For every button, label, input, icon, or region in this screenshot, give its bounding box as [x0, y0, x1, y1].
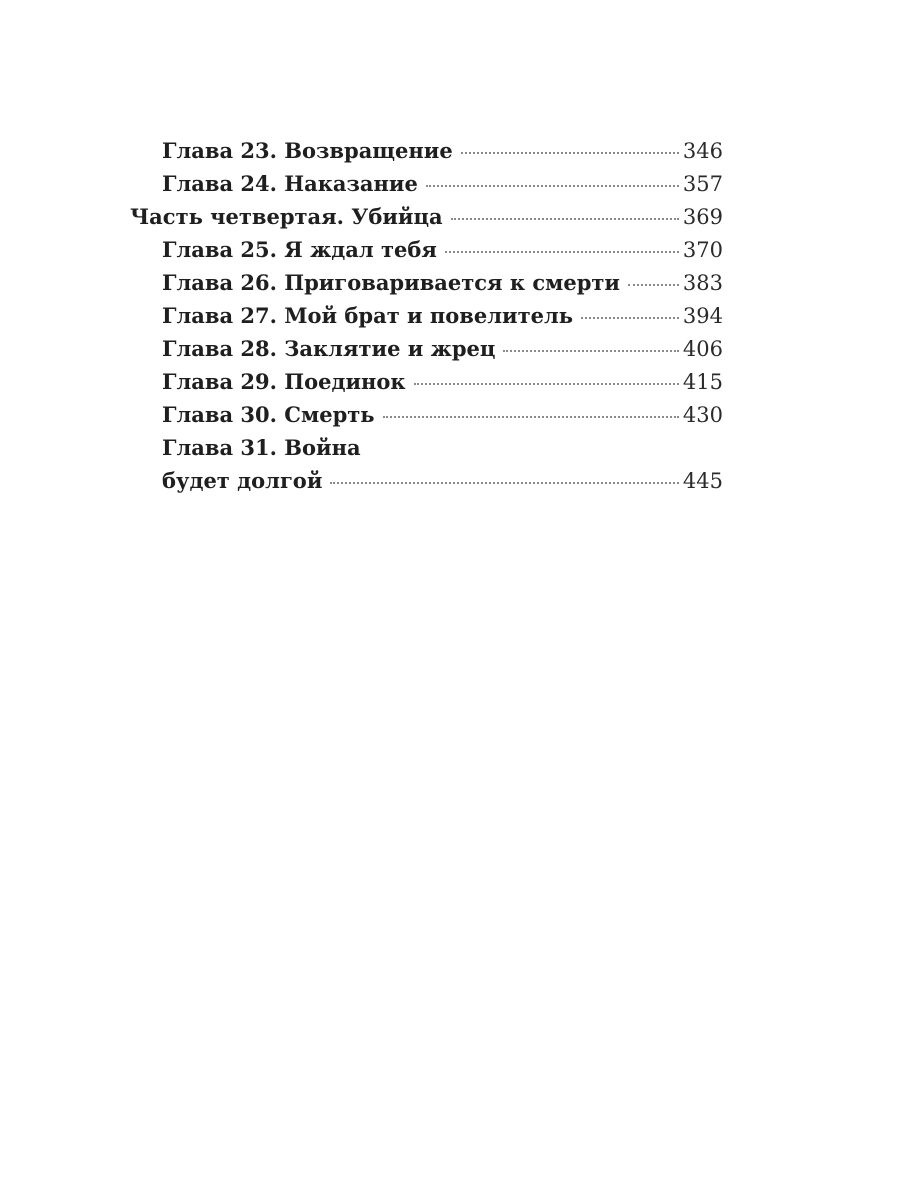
toc-entry-title: Глава 23. Возвращение — [162, 138, 453, 163]
toc-entry-page-number: 383 — [682, 271, 723, 295]
toc-entry-title: Глава 24. Наказание — [162, 171, 418, 196]
dot-leader — [383, 416, 679, 418]
toc-entry-page-number: 430 — [682, 403, 723, 427]
toc-entry-title: Глава 31. Война — [162, 435, 361, 460]
toc-entry-page-number: 415 — [682, 370, 723, 394]
toc-entry-part-4 — [130, 204, 723, 238]
dot-leader — [581, 317, 679, 319]
toc-entry-chapter-25 — [162, 237, 723, 271]
toc-entry-chapter-29 — [162, 369, 723, 403]
dot-leader — [451, 218, 679, 220]
toc-entry-title: Глава 28. Заклятие и жрец — [162, 336, 496, 361]
toc-entry-title: Глава 25. Я ждал тебя — [162, 237, 437, 262]
toc-entry-page-number: 406 — [682, 337, 723, 361]
toc-entry-title: Глава 29. Поединок — [162, 369, 406, 394]
toc-entry-chapter-24 — [162, 171, 723, 205]
dot-leader — [330, 482, 679, 484]
dot-leader — [445, 251, 679, 253]
toc-entry-chapter-30 — [162, 402, 723, 436]
toc-entry-page-number: 346 — [682, 139, 723, 163]
toc-entry-chapter-26 — [162, 270, 723, 304]
toc-entry-title: Часть четвертая. Убийца — [130, 204, 443, 229]
toc-entry-page-number: 394 — [682, 304, 723, 328]
toc-entry-page-number: 445 — [682, 469, 723, 493]
toc-entry-title-continuation: будет долгой — [162, 468, 323, 493]
toc-entry-chapter-23 — [162, 138, 723, 172]
toc-entry-page-number: 357 — [682, 172, 723, 196]
dot-leader — [414, 383, 679, 385]
toc-entry-title: Глава 27. Мой брат и повелитель — [162, 303, 574, 328]
toc-entry-title: Глава 30. Смерть — [162, 402, 375, 427]
dot-leader — [503, 350, 678, 352]
toc-entry-chapter-27 — [162, 303, 723, 337]
toc-entry-page-number: 369 — [682, 205, 723, 229]
toc-entry-page-number: 370 — [682, 238, 723, 262]
dot-leader — [461, 152, 679, 154]
toc-entry-chapter-31-line-2 — [162, 468, 723, 502]
toc-entry-chapter-31-line-1 — [162, 435, 723, 469]
toc-entry-title: Глава 26. Приговаривается к смерти — [162, 270, 621, 295]
dot-leader — [426, 185, 679, 187]
dot-leader — [628, 284, 679, 286]
toc-entry-chapter-28 — [162, 336, 723, 370]
